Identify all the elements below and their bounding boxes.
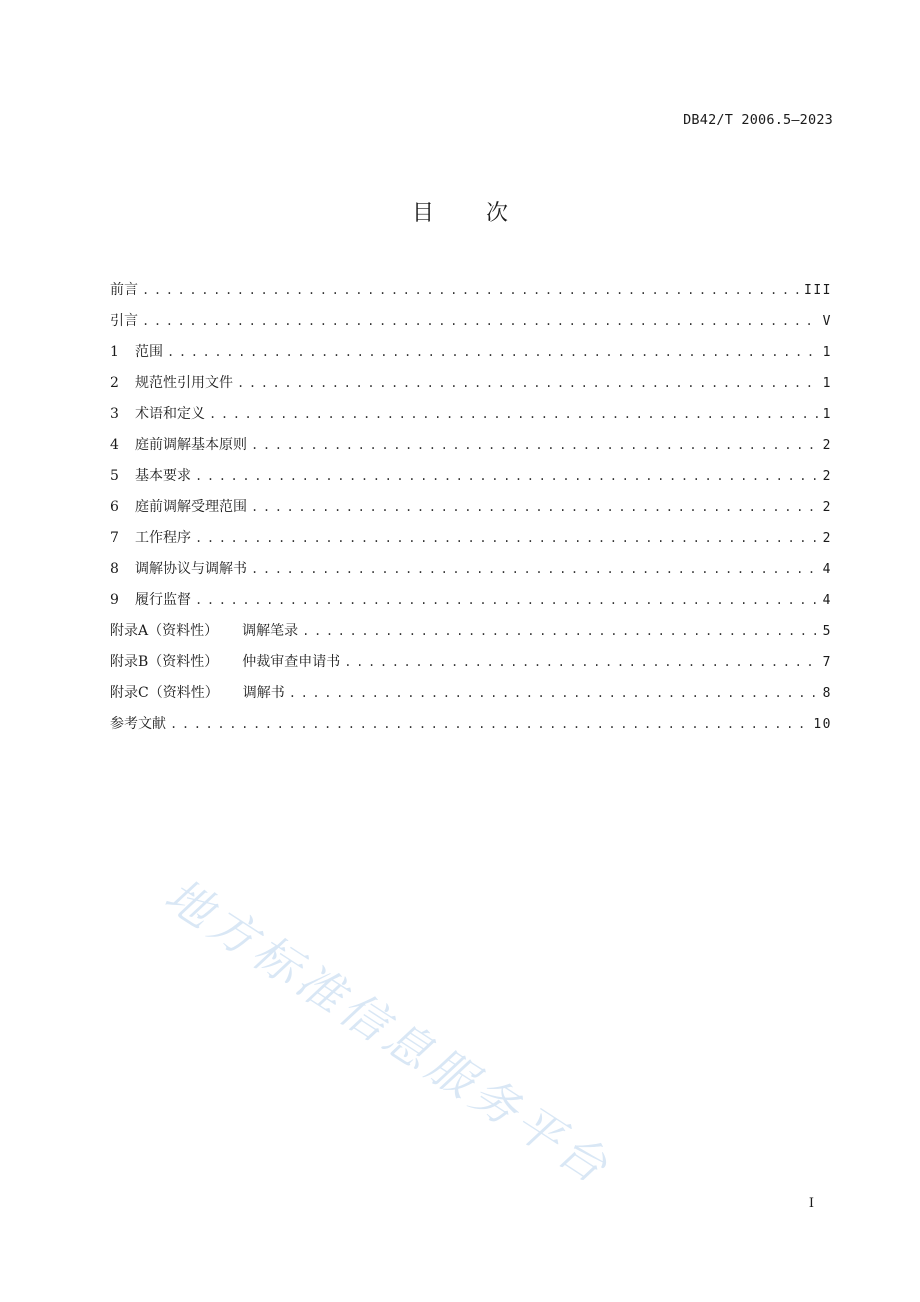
toc-entry-label: 引言 [110,313,138,329]
toc-entry-section-8[interactable] [110,559,832,590]
toc-leader-dots [209,404,819,424]
toc-entry-number: 5 [110,468,119,484]
toc-entry-section-3[interactable] [110,404,832,435]
toc-entry-label [110,373,233,393]
toc-leader-dots [142,280,800,300]
toc-appendix-title: 调解书 [242,685,285,701]
toc-entry-page: 7 [822,655,832,670]
toc-entry-label: 前言 [110,282,138,298]
toc-leader-dots [195,466,819,486]
toc-entry-title: 庭前调解基本原则 [135,437,247,453]
toc-entry-label [110,435,247,455]
toc-entry-page: 4 [822,593,832,608]
toc-appendix-label: 附录A（资料性） [110,623,219,639]
toc-entry-appendix-b[interactable] [110,652,832,683]
toc-entry-page: 2 [822,500,832,515]
toc-entry-appendix-a[interactable] [110,621,832,652]
toc-entry-page: III [804,283,832,298]
toc-entry-section-2[interactable] [110,373,832,404]
toc-entry-number: 8 [110,561,119,577]
toc-entry-number: 9 [110,592,119,608]
watermark: 地方标准信息服务平台 [155,867,622,1197]
toc-entry-title: 术语和定义 [135,406,205,422]
toc-entry-number: 4 [110,437,119,453]
toc-leader-dots [251,559,819,579]
toc-entry-label [110,404,205,424]
toc-leader-dots [195,528,819,548]
toc-entry-page: V [822,314,832,329]
toc-appendix-title: 仲裁审查申请书 [242,654,341,670]
toc-entry-section-7[interactable] [110,528,832,559]
toc-entry-label [110,590,191,610]
toc-entry-page: 2 [822,531,832,546]
toc-entry-label [110,621,298,641]
toc-entry-section-9[interactable] [110,590,832,621]
toc-leader-dots [167,342,819,362]
toc-entry-section-4[interactable] [110,435,832,466]
toc-entry-page: 5 [822,624,832,639]
page-title-char-1: 目 [411,201,434,226]
toc-entry-page: 8 [822,686,832,701]
toc-entry-title: 调解协议与调解书 [135,561,247,577]
toc-leader-dots [251,435,819,455]
toc-entry-label: 参考文献 [110,716,166,732]
page-number: I [808,1196,814,1211]
toc-leader-dots [237,373,819,393]
toc-entry-page: 1 [822,407,832,422]
page-title-char-2: 次 [486,201,509,226]
toc-entry-label [110,528,191,548]
toc-leader-dots [251,497,819,517]
toc-entry-section-5[interactable] [110,466,832,497]
toc-entry-section-1[interactable] [110,342,832,373]
toc-leader-dots [302,621,819,641]
standard-code: DB42/T 2006.5—2023 [683,112,833,128]
toc-entry-page: 1 [822,376,832,391]
toc-entry-title: 范围 [135,344,163,360]
toc-entry-label [110,683,285,703]
toc-entry-section-6[interactable] [110,497,832,528]
toc-entry-number: 1 [110,344,119,360]
toc-entry-number: 2 [110,375,119,391]
toc-entry-title: 履行监督 [135,592,191,608]
toc-entry-title: 工作程序 [135,530,191,546]
page-title [0,196,920,227]
toc-entry-title: 庭前调解受理范围 [135,499,247,515]
toc-entry-foreword[interactable] [110,280,832,311]
toc-entry-page: 1 [822,345,832,360]
toc-leader-dots [142,311,819,331]
table-of-contents [110,280,832,745]
toc-entry-title: 基本要求 [135,468,191,484]
toc-leader-dots [289,683,819,703]
toc-leader-dots [170,714,809,734]
toc-appendix-label: 附录B（资料性） [110,654,219,670]
toc-entry-page: 2 [822,438,832,453]
toc-entry-title: 规范性引用文件 [135,375,233,391]
toc-leader-dots [195,590,819,610]
toc-entry-appendix-c[interactable] [110,683,832,714]
toc-appendix-label: 附录C（资料性） [110,685,219,701]
toc-entry-label [110,559,247,579]
toc-entry-introduction[interactable] [110,311,832,342]
toc-appendix-title: 调解笔录 [242,623,299,639]
toc-entry-page: 10 [813,717,832,732]
toc-leader-dots [344,652,818,672]
toc-entry-label [110,497,247,517]
toc-entry-page: 4 [822,562,832,577]
toc-entry-references[interactable] [110,714,832,745]
toc-entry-number: 7 [110,530,119,546]
toc-entry-number: 3 [110,406,119,422]
toc-entry-label [110,342,163,362]
toc-entry-label [110,466,191,486]
toc-entry-number: 6 [110,499,119,515]
toc-entry-label [110,652,340,672]
toc-entry-page: 2 [822,469,832,484]
